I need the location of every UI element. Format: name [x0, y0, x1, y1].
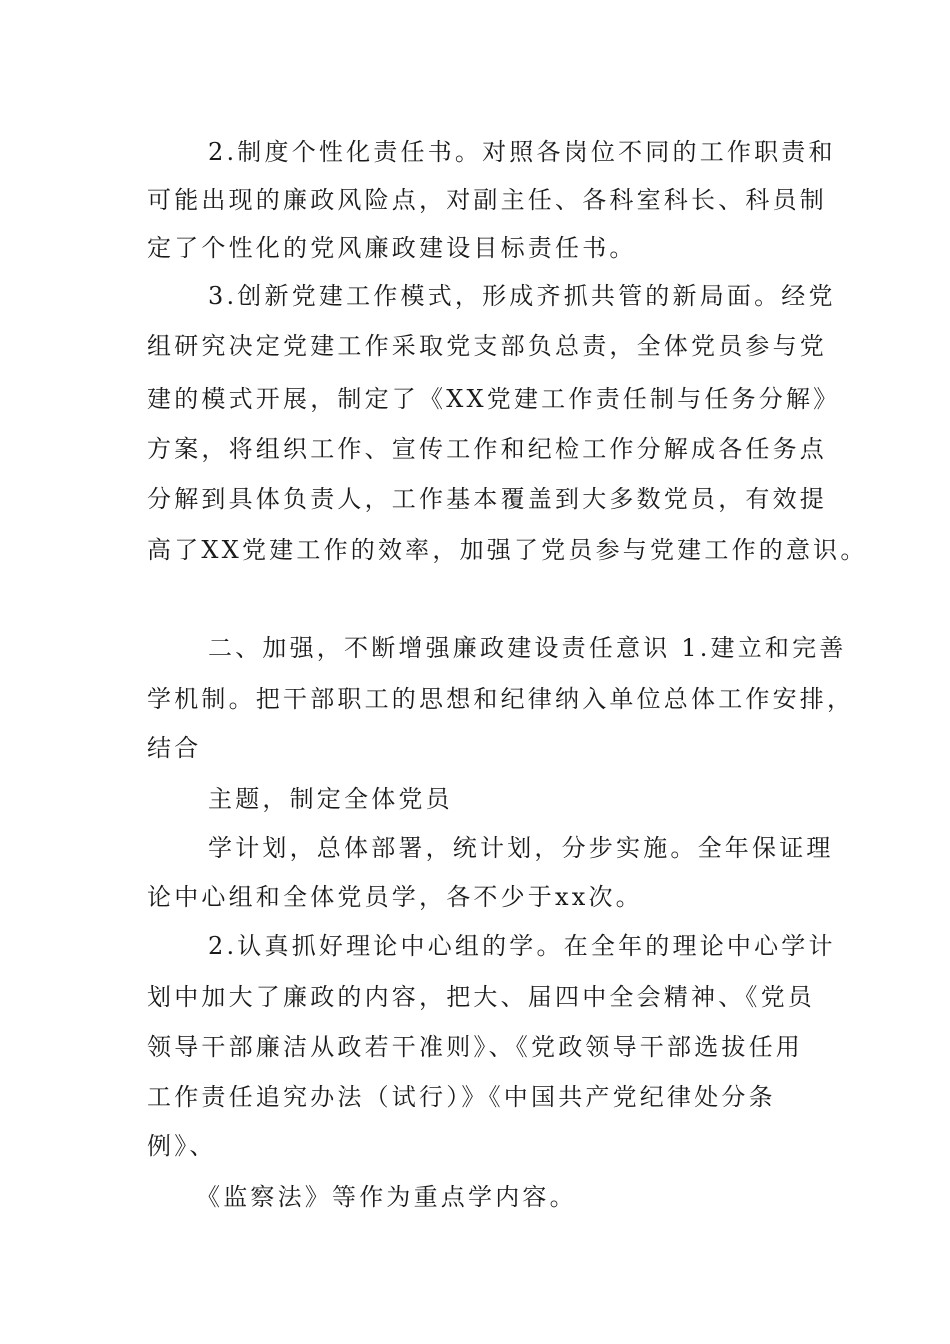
paragraph-line: 定了个性化的党风廉政建设目标责任书。 [147, 234, 637, 262]
paragraph-line: 例》、 [147, 1132, 217, 1160]
paragraph-line: 2.认真抓好理论中心组的学。在全年的理论中心学计 [208, 932, 836, 960]
paragraph-line: 方案，将组织工作、宣传工作和纪检工作分解成各任务点 [147, 435, 827, 463]
paragraph-line: 可能出现的廉政风险点，对副主任、各科室科长、科员制 [147, 186, 827, 214]
paragraph-line: 分解到具体负责人，工作基本覆盖到大多数党员，有效提 [147, 485, 827, 513]
paragraph-line: 组研究决定党建工作采取党支部负总责，全体党员参与党 [147, 332, 827, 360]
paragraph-line: 学计划，总体部署，统计划，分步实施。全年保证理 [208, 834, 834, 862]
paragraph-line: 划中加大了廉政的内容，把大、届四中全会精神、《党员 [147, 983, 815, 1011]
paragraph-line: 3.创新党建工作模式，形成齐抓共管的新局面。经党 [208, 282, 836, 310]
paragraph-line: 高了XX党建工作的效率，加强了党员参与党建工作的意识。 [147, 536, 868, 564]
paragraph-line: 《监察法》等作为重点学内容。 [196, 1183, 577, 1211]
paragraph-line: 工作责任追究办法（试行）》《中国共产党纪律处分条 [147, 1083, 776, 1111]
paragraph-line: 主题，制定全体党员 [208, 785, 453, 813]
paragraph-line: 论中心组和全体党员学，各不少于xx次。 [147, 883, 643, 911]
paragraph-line: 结合 [147, 734, 202, 762]
paragraph-line: 学机制。把干部职工的思想和纪律纳入单位总体工作安排， [147, 685, 855, 713]
paragraph-line: 建的模式开展，制定了《XX党建工作责任制与任务分解》 [147, 385, 841, 413]
paragraph-line: 二、加强，不断增强廉政建设责任意识 1.建立和完善 [208, 634, 847, 662]
paragraph-line: 2.制度个性化责任书。对照各岗位不同的工作职责和 [208, 138, 836, 166]
paragraph-line: 领导干部廉洁从政若干准则》、《党政领导干部选拔任用 [147, 1033, 803, 1061]
